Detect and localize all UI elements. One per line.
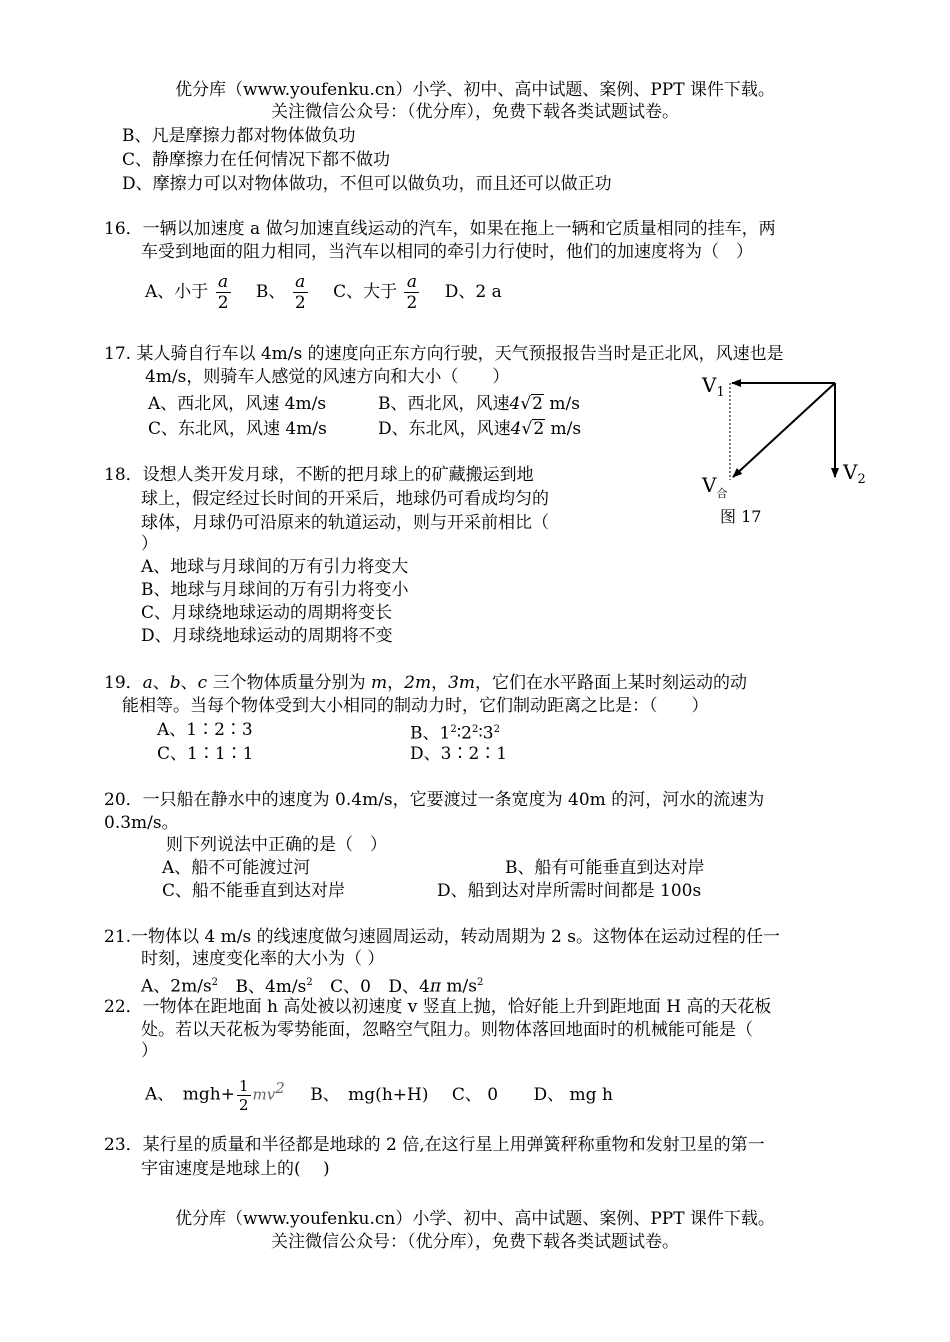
superscript: 2 bbox=[306, 977, 313, 988]
q17-option-d-unit: m/s bbox=[545, 419, 582, 439]
q19-tail-text: ，它们在水平路面上某时刻运动的动 bbox=[475, 673, 748, 693]
q18-option-c: C、月球绕地球运动的周期将变长 bbox=[141, 603, 393, 623]
footer-line-2: 关注微信公众号：（优分库），免费下载各类试题试卷。 bbox=[271, 1232, 679, 1252]
superscript: 2 bbox=[476, 977, 484, 988]
q15-option-d: D、摩擦力可以对物体做功，不但可以做负功，而且还可以做正功 bbox=[122, 174, 612, 194]
q17-stem-line-2: 4m/s，则骑车人感觉的风速方向和大小（ ） bbox=[145, 367, 510, 387]
q20-option-b: B、船有可能垂直到达对岸 bbox=[505, 858, 705, 878]
q19-symbol-b: b bbox=[169, 673, 181, 693]
superscript: 2 bbox=[493, 724, 500, 735]
header-line-1: 优分库（www.youfenku.cn）小学、初中、高中试题、案例、PPT 课件下载。 bbox=[175, 80, 775, 100]
q16-option-b: B、 bbox=[255, 282, 286, 302]
q19-separator: 、 bbox=[152, 673, 170, 693]
q23-stem-line-1: 23．某行星的质量和半径都是地球的 2 倍,在这行星上用弹簧秤称重物和发射卫星的第一 bbox=[104, 1135, 765, 1155]
superscript: 2 bbox=[211, 977, 219, 988]
q19-stem-line-1 bbox=[104, 672, 747, 694]
q22-stem-line-2: 处。若以天花板为零势能面，忽略空气阻力。则物体落回地面时的机械能可能是（ bbox=[141, 1020, 753, 1040]
q20-stem-line-3: 则下列说法中正确的是（ ） bbox=[166, 835, 387, 855]
q21-option-d-pi: π bbox=[429, 976, 441, 997]
q19-option-b-text: ∶3 bbox=[478, 723, 494, 744]
q18-option-b: B、地球与月球间的万有引力将变小 bbox=[141, 580, 409, 600]
q19-option-b-text: ∶2 bbox=[456, 723, 472, 744]
q16-fraction-a bbox=[216, 272, 231, 313]
fraction-numerator: a bbox=[216, 272, 231, 293]
q16-stem-line-1: 16．一辆以加速度 a 做匀加速直线运动的汽车，如果在拖上一辆和它质量相同的挂车，两 bbox=[104, 219, 776, 239]
q19-stem-line-2: 能相等。当每个物体受到大小相同的制动力时，它们制动距离之比是：（ ） bbox=[122, 696, 709, 716]
q19-mass-2: 2m bbox=[404, 673, 432, 693]
fraction-numerator: 1 bbox=[238, 1076, 249, 1095]
q19-separator: 、 bbox=[180, 673, 198, 693]
q18-stem-line-1: 18．设想人类开发月球，不断的把月球上的矿藏搬运到地 bbox=[104, 465, 534, 485]
q17-option-d-text: D、东北风，风速 bbox=[378, 419, 511, 439]
q16-option-c: C、大于 bbox=[333, 282, 398, 302]
q21-option-c: C、0 bbox=[330, 976, 371, 997]
fraction-numerator: a bbox=[293, 272, 308, 293]
q17-option-d-radicand: 2 bbox=[533, 419, 545, 439]
q22-option-a-fraction bbox=[237, 1077, 251, 1114]
q16-option-a: A、小于 bbox=[145, 282, 209, 302]
q22-option-d: D、 mg h bbox=[533, 1084, 613, 1105]
q18-stem-line-4: ） bbox=[141, 534, 158, 554]
q18-stem-line-3: 球体，月球仍可沿原来的轨道运动，则与开采前相比（ bbox=[141, 513, 549, 533]
footer-line-1: 优分库（www.youfenku.cn）小学、初中、高中试题、案例、PPT 课件下载。 bbox=[175, 1209, 775, 1229]
header-line-2: 关注微信公众号：（优分库），免费下载各类试题试卷。 bbox=[271, 102, 679, 122]
q22-option-c: C、 0 bbox=[451, 1084, 499, 1105]
q19-symbol-a: a bbox=[142, 673, 153, 693]
q18-option-a: A、地球与月球间的万有引力将变大 bbox=[141, 557, 409, 577]
q17-option-d: D、东北风，风速4√2 m/s bbox=[378, 419, 582, 439]
q19-mass-1: m bbox=[371, 673, 388, 693]
q22-options bbox=[145, 1066, 613, 1117]
q21-stem-line-1: 21.一物体以 4 m/s 的线速度做匀速圆周运动，转动周期为 2 s。这物体在运动过程的任一 bbox=[104, 927, 780, 947]
q16-fraction-c bbox=[404, 272, 419, 313]
vector-vhe-arrow bbox=[733, 383, 835, 477]
q22-option-a: A、 mgh+ bbox=[145, 1084, 235, 1105]
q17-option-b: B、西北风，风速4√2 m/s bbox=[378, 394, 580, 414]
q19-comma: ， bbox=[431, 673, 449, 693]
q17-stem-line-1: 17. 某人骑自行车以 4m/s 的速度向正东方向行驶，天气预报报告当时是正北风，风速也是 bbox=[104, 344, 784, 364]
q20-stem-line-2: 0.3m/s。 bbox=[104, 813, 179, 833]
superscript: 2 bbox=[450, 724, 457, 735]
q19-option-d: D、3∶2∶1 bbox=[410, 744, 508, 764]
figure-17-caption: 图 17 bbox=[720, 507, 762, 526]
q21-options bbox=[141, 972, 483, 998]
q21-option-a: A、2m/s bbox=[141, 976, 212, 997]
fraction-denominator: 2 bbox=[294, 293, 306, 313]
q16-options bbox=[145, 270, 502, 314]
q22-option-b: B、 mg(h+H) bbox=[310, 1084, 429, 1105]
q18-stem-line-2: 球上，假定经过长时间的开采后，地球仍可看成均匀的 bbox=[141, 489, 549, 509]
q17-option-d-coef: 4 bbox=[510, 419, 522, 439]
q19-symbol-c: c bbox=[197, 673, 208, 693]
q19-mass-3: 3m bbox=[448, 673, 476, 693]
superscript: 2 bbox=[275, 1079, 285, 1097]
v2-label: $V_2$ bbox=[843, 460, 866, 487]
superscript: 2 bbox=[471, 724, 479, 735]
q19-mid-text: 三个物体质量分别为 bbox=[207, 673, 372, 693]
q21-stem-line-2: 时刻，速度变化率的大小为（ ） bbox=[141, 949, 385, 969]
q19-option-c: C、1∶1∶1 bbox=[157, 744, 254, 764]
q19-comma: ， bbox=[387, 673, 405, 693]
q20-option-c: C、船不能垂直到达对岸 bbox=[162, 881, 346, 901]
fraction-denominator: 2 bbox=[238, 1095, 249, 1114]
q18-option-d: D、月球绕地球运动的周期将不变 bbox=[141, 626, 393, 646]
q21-option-d-unit: m/s bbox=[441, 976, 477, 997]
q16-fraction-b bbox=[293, 272, 308, 313]
v1-label: $V_1$ bbox=[702, 373, 725, 400]
q20-option-a: A、船不可能渡过河 bbox=[162, 858, 311, 878]
q20-option-d: D、船到达对岸所需时间都是 100s bbox=[437, 881, 702, 901]
q22-stem-line-1: 22．一物体在距地面 h 高处被以初速度 v 竖直上抛，恰好能上升到距地面 H 高的天花板 bbox=[104, 997, 772, 1017]
q17-option-a: A、西北风，风速 4m/s bbox=[148, 394, 327, 414]
q17-option-b-unit: m/s bbox=[544, 394, 580, 414]
q19-number: 19． bbox=[104, 673, 143, 693]
q17-option-c: C、东北风，风速 4m/s bbox=[148, 419, 327, 439]
fraction-denominator: 2 bbox=[217, 293, 229, 313]
figure-17-vector-diagram bbox=[690, 365, 880, 540]
q19-option-b-text: B、1 bbox=[410, 723, 451, 744]
q22-stem-line-3: ） bbox=[141, 1041, 158, 1061]
q17-option-b-text: B、西北风，风速 bbox=[378, 394, 510, 414]
q23-stem-line-2: 宇宙速度是地球上的( ) bbox=[141, 1159, 330, 1179]
q19-option-b bbox=[410, 719, 500, 745]
q22-option-a-mv: mv bbox=[252, 1085, 276, 1104]
q21-option-b: B、4m/s bbox=[235, 976, 307, 997]
q15-option-c: C、静摩擦力在任何情况下都不做功 bbox=[122, 150, 391, 170]
fraction-numerator: a bbox=[404, 272, 419, 293]
q15-option-b: B、凡是摩擦力都对物体做负功 bbox=[122, 126, 356, 146]
q21-option-d: D、4 bbox=[388, 976, 430, 997]
q19-option-a: A、1∶2∶3 bbox=[157, 720, 253, 740]
q17-option-b-radicand: 2 bbox=[532, 394, 543, 414]
q16-stem-line-2: 车受到地面的阻力相同，当汽车以相同的牵引力行使时，他们的加速度将为（ ） bbox=[141, 242, 753, 262]
fraction-denominator: 2 bbox=[406, 293, 418, 313]
q20-stem-line-1: 20．一只船在静水中的速度为 0.4m/s，它要渡过一条宽度为 40m 的河，河水的流速为 bbox=[104, 790, 765, 810]
vhe-label: $V_合$ bbox=[702, 473, 728, 500]
q17-option-b-coef: 4 bbox=[509, 394, 521, 414]
q16-option-d: D、2 a bbox=[444, 282, 502, 302]
